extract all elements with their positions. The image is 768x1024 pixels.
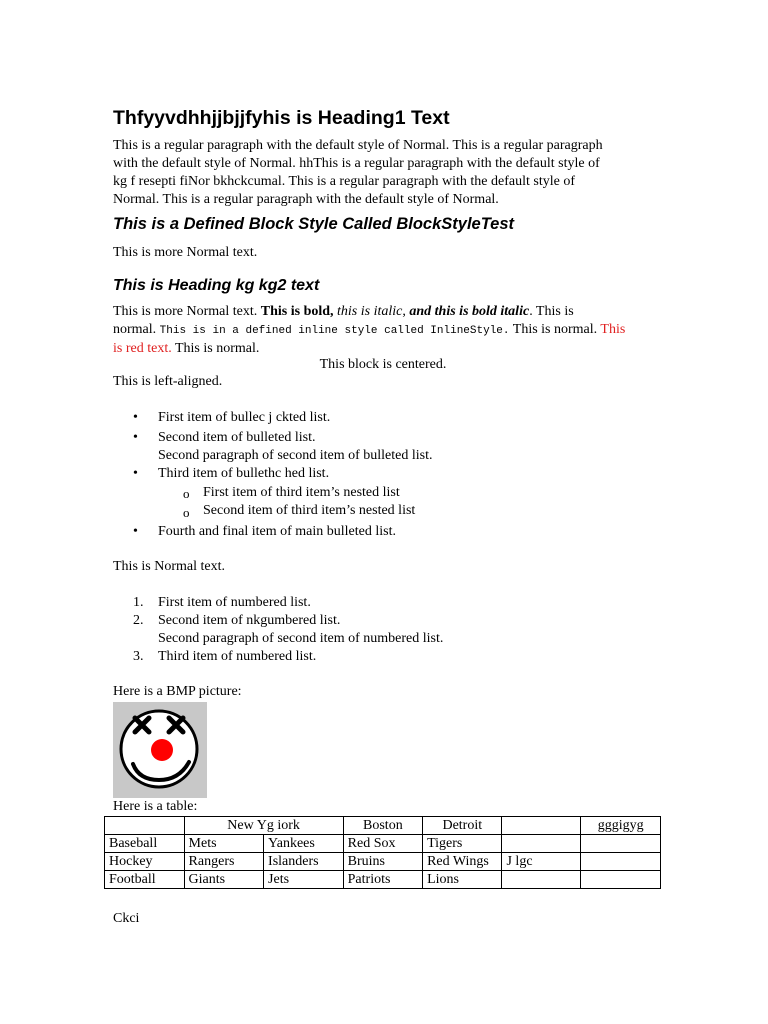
table-cell xyxy=(581,835,661,853)
table-header-row xyxy=(105,817,661,835)
clown-face-icon xyxy=(113,702,207,798)
bold-run: This is bold, xyxy=(260,304,334,319)
table-cell: gggigyg xyxy=(581,817,661,835)
intro-line: kg f resepti fiNor bkhckcumal. This is a regular paragraph with the default style of xyxy=(113,174,575,189)
comma-run: , xyxy=(402,304,410,319)
bullet-icon: • xyxy=(133,410,138,425)
list-item-paragraph: Second paragraph of second item of numbered list. xyxy=(158,631,444,646)
table-cell: J lgc xyxy=(502,853,581,871)
list-item: First item of numbered list. xyxy=(158,595,311,610)
table-row xyxy=(105,853,661,871)
more-normal-text: This is more Normal text. xyxy=(113,245,258,260)
intro-line: with the default style of Normal. hhThis is a regular paragraph with the default style of xyxy=(113,156,600,171)
table-cell xyxy=(581,853,661,871)
list-number: 1. xyxy=(133,595,144,610)
bullet-icon: • xyxy=(133,524,138,539)
intro-paragraph xyxy=(113,137,648,209)
heading-2: This is Heading kg kg2 text xyxy=(113,277,320,294)
normal-text: This is Normal text. xyxy=(113,559,225,574)
table-cell: Hockey xyxy=(105,853,185,871)
intro-line: Normal. This is a regular paragraph with the default style of Normal. xyxy=(113,192,499,207)
normal-run: normal. xyxy=(113,322,160,337)
bullet-icon: • xyxy=(133,466,138,481)
sports-table xyxy=(104,816,661,889)
inline-style-run: This is in a defined inline style called InlineStyle. xyxy=(159,325,510,337)
table-cell xyxy=(502,871,581,889)
mixed-style-paragraph xyxy=(113,303,648,358)
table-cell xyxy=(105,817,185,835)
heading-1: Thfyyvdhhjjbjjfyhis is Heading1 Text xyxy=(113,107,450,129)
table-row xyxy=(105,835,661,853)
list-item-paragraph: Second paragraph of second item of bulleted list. xyxy=(158,448,433,463)
table-cell: New Yg iork xyxy=(184,817,343,835)
nested-bullet-icon: o xyxy=(183,486,190,501)
table-cell: Tigers xyxy=(423,835,502,853)
nested-list-item: First item of third item’s nested list xyxy=(203,485,400,500)
table-cell: Bruins xyxy=(343,853,422,871)
table-cell: Jets xyxy=(264,871,344,889)
bold-italic-run: and this is bold italic xyxy=(409,304,530,319)
table-cell: Yankees xyxy=(264,835,344,853)
block-style-heading: This is a Defined Block Style Called BlockStyleTest xyxy=(113,215,515,233)
red-text-run: is red text. xyxy=(113,341,172,356)
table-cell: Patriots xyxy=(343,871,422,889)
table-cell: Boston xyxy=(343,817,422,835)
table-cell xyxy=(502,817,581,835)
list-item: Second item of nkgumbered list. xyxy=(158,613,341,628)
normal-run: . This is xyxy=(529,304,574,319)
bmp-label: Here is a BMP picture: xyxy=(113,684,242,699)
left-aligned-block: This is left-aligned. xyxy=(113,374,223,389)
footer-text: Ckci xyxy=(113,911,140,926)
intro-line: This is a regular paragraph with the default style of Normal. This is a regular paragraph xyxy=(113,138,603,153)
normal-run: This is normal. xyxy=(171,341,260,356)
list-number: 3. xyxy=(133,649,144,664)
table-cell: Detroit xyxy=(423,817,502,835)
list-item: First item of bullec j ckted list. xyxy=(158,410,331,425)
italic-run: this is italic xyxy=(337,304,403,319)
list-item: Second item of bulleted list. xyxy=(158,430,316,445)
table-cell: Red Sox xyxy=(343,835,422,853)
bullet-icon: • xyxy=(133,430,138,445)
red-text-run: This xyxy=(600,322,626,337)
table-row xyxy=(105,871,661,889)
table-cell: Baseball xyxy=(105,835,185,853)
table-cell: Rangers xyxy=(184,853,264,871)
centered-block: This block is centered. xyxy=(319,357,447,372)
table-cell: Giants xyxy=(184,871,264,889)
table-cell: Lions xyxy=(423,871,502,889)
list-item: Third item of numbered list. xyxy=(158,649,317,664)
table-label: Here is a table: xyxy=(113,799,198,814)
table-cell: Islanders xyxy=(264,853,344,871)
table-cell: Football xyxy=(105,871,185,889)
table-cell: Red Wings xyxy=(423,853,502,871)
nested-bullet-icon: o xyxy=(183,505,190,520)
nested-list-item: Second item of third item’s nested list xyxy=(203,503,416,518)
list-item: Third item of bullethc hed list. xyxy=(158,466,330,481)
list-item: Fourth and final item of main bulleted list. xyxy=(158,524,396,539)
clown-face-image xyxy=(113,702,207,798)
list-number: 2. xyxy=(133,613,144,628)
table-cell xyxy=(581,871,661,889)
table-cell: Mets xyxy=(184,835,264,853)
normal-run: This is normal. xyxy=(509,322,601,337)
table-cell xyxy=(502,835,581,853)
normal-run: This is more Normal text. xyxy=(113,304,261,319)
